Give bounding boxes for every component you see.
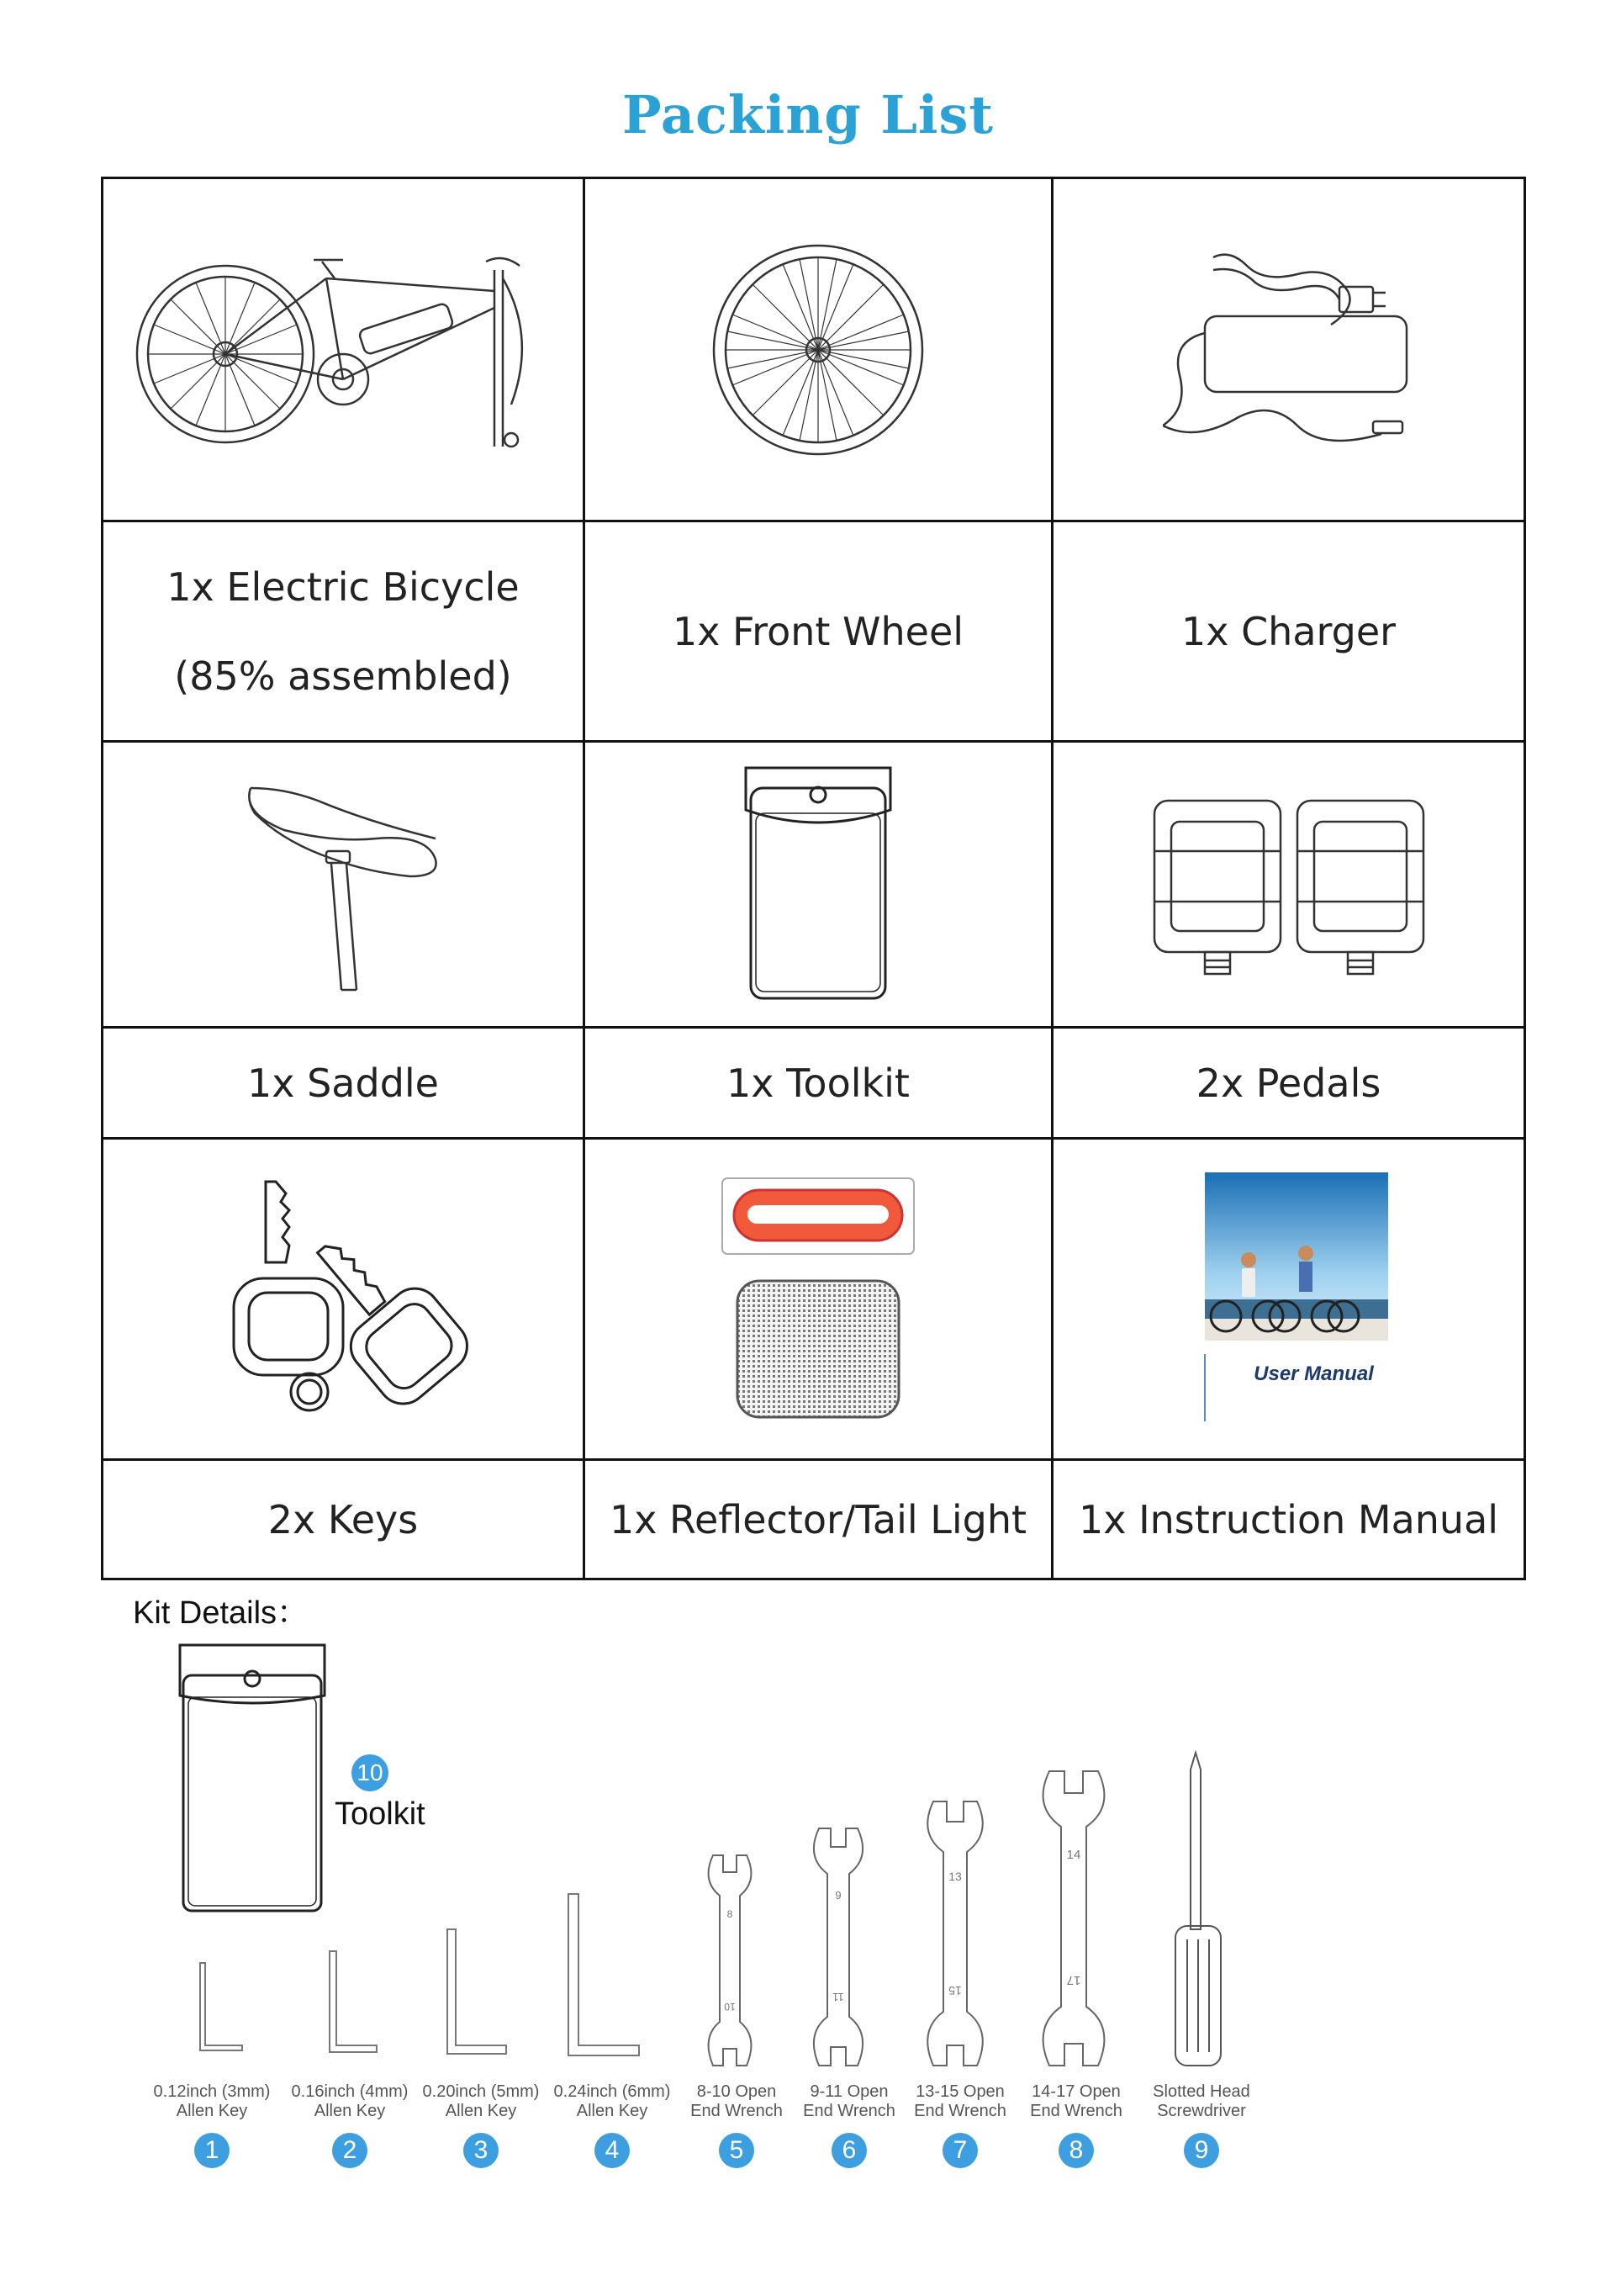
tool-caption-line1: 0.24inch (6mm) [553,2082,671,2101]
charger-image-cell [1053,178,1525,521]
tool-number-badge: 1 [194,2133,230,2168]
wrench-mark-a: 9 [835,1889,842,1902]
tool-number-badge: 9 [1184,2133,1219,2168]
page-title: Packing List [621,84,995,145]
tool-item-7 [901,2082,1019,2168]
tool-item-5 [678,2082,795,2168]
tool-item-1 [145,2082,279,2168]
wrench-mark-a: 14 [1066,1848,1081,1862]
bicycle-sublabel: (85% assembled) [174,653,512,699]
bicycle-image-cell [103,178,584,521]
front-wheel-image-cell [584,178,1053,521]
tool-caption-line1: 14-17 Open [1032,2082,1121,2101]
tool-number-badge: 6 [832,2133,867,2168]
tool-caption-line2: End Wrench [914,2102,1006,2120]
allen-key-3mm-icon [195,1960,246,2061]
saddle-label: 1x Saddle [103,1028,584,1139]
allen-key-5mm-icon [442,1926,510,2064]
kit-details-title: Kit Details： [133,1595,309,1631]
pedals-label: 2x Pedals [1053,1028,1525,1139]
wrench-mark-b: 15 [948,1984,962,1997]
reflector-icon [717,1173,919,1426]
tool-caption-line2: Allen Key [445,2102,517,2120]
allen-key-4mm-icon [325,1948,380,2062]
keys-image-cell [103,1139,584,1460]
saddle-image-cell [103,742,584,1028]
tool-number-badge: 5 [719,2133,754,2168]
tool-number-badge: 4 [594,2133,630,2168]
wrench-mark-a: 13 [948,1870,962,1883]
tool-caption-line1: 8-10 Open [696,2082,777,2101]
bicycle-label: 1x Electric Bicycle [166,563,520,610]
bicycle-icon [133,245,553,455]
reflector-label: 1x Reflector/Tail Light [584,1460,1053,1579]
tool-caption-line2: End Wrench [690,2102,783,2120]
charger-icon [1163,249,1415,451]
wrench-14-17-icon [1036,1766,1112,2071]
manual-icon [1188,1169,1390,1430]
toolkit-label: 1x Toolkit [584,1028,1053,1139]
wrench-mark-b: 10 [724,2001,736,2013]
tool-caption-line2: Screwdriver [1157,2102,1246,2120]
tool-caption-line1: 0.20inch (5mm) [422,2082,540,2101]
toolkit-pouch-icon [178,1642,326,1916]
tool-item-4 [545,2082,679,2168]
pedals-icon [1138,775,1440,994]
manual-label: 1x Instruction Manual [1053,1460,1525,1579]
tool-number-badge: 2 [332,2133,367,2168]
reflector-image-cell [584,1139,1053,1460]
tool-caption-line2: End Wrench [1030,2102,1122,2120]
tool-item-6 [790,2082,908,2168]
tool-caption-line1: Slotted Head [1153,2082,1250,2101]
toolkit-pouch-icon [742,763,894,1007]
wheel-icon [709,241,927,459]
pedals-image-cell [1053,742,1525,1028]
tool-caption-line2: Allen Key [314,2102,386,2120]
tool-item-2 [283,2082,417,2168]
tool-number-badge: 8 [1059,2133,1094,2168]
tool-number-badge: 7 [943,2133,978,2168]
tool-caption-line1: 9-11 Open [810,2082,889,2101]
wrench-mark-b: 17 [1066,1973,1081,1987]
saddle-icon [242,771,444,998]
wrench-13-15-icon [922,1796,989,2071]
tool-caption-line2: End Wrench [803,2102,895,2120]
packing-table [101,177,1526,1580]
wrench-9-11-icon [809,1823,868,2071]
tool-caption-line2: Allen Key [176,2102,248,2120]
keys-icon [217,1173,469,1426]
tool-item-9 [1138,2082,1265,2168]
tool-caption-line1: 13-15 Open [916,2082,1005,2101]
tool-item-3 [414,2082,548,2168]
toolkit-kit-label: Toolkit [335,1796,425,1832]
keys-label: 2x Keys [103,1460,584,1579]
toolkit-image-cell [584,742,1053,1028]
manual-image-cell: User Manual [1053,1139,1525,1460]
wrench-8-10-icon [705,1850,755,2071]
front-wheel-label: 1x Front Wheel [584,521,1053,742]
tool-number-badge: 3 [463,2133,499,2168]
wrench-mark-a: 8 [726,1908,733,1920]
tool-item-8 [1017,2082,1135,2168]
tool-caption-line2: Allen Key [576,2102,648,2120]
wrench-mark-b: 11 [832,1991,844,2003]
tool-caption-line1: 0.16inch (4mm) [291,2082,409,2101]
toolkit-number-badge: 10 [351,1754,388,1791]
allen-key-6mm-icon [563,1891,642,2066]
bicycle-label-cell [103,521,584,742]
tool-caption-line1: 0.12inch (3mm) [153,2082,271,2101]
charger-label: 1x Charger [1053,521,1525,742]
screwdriver-icon [1169,1749,1228,2071]
